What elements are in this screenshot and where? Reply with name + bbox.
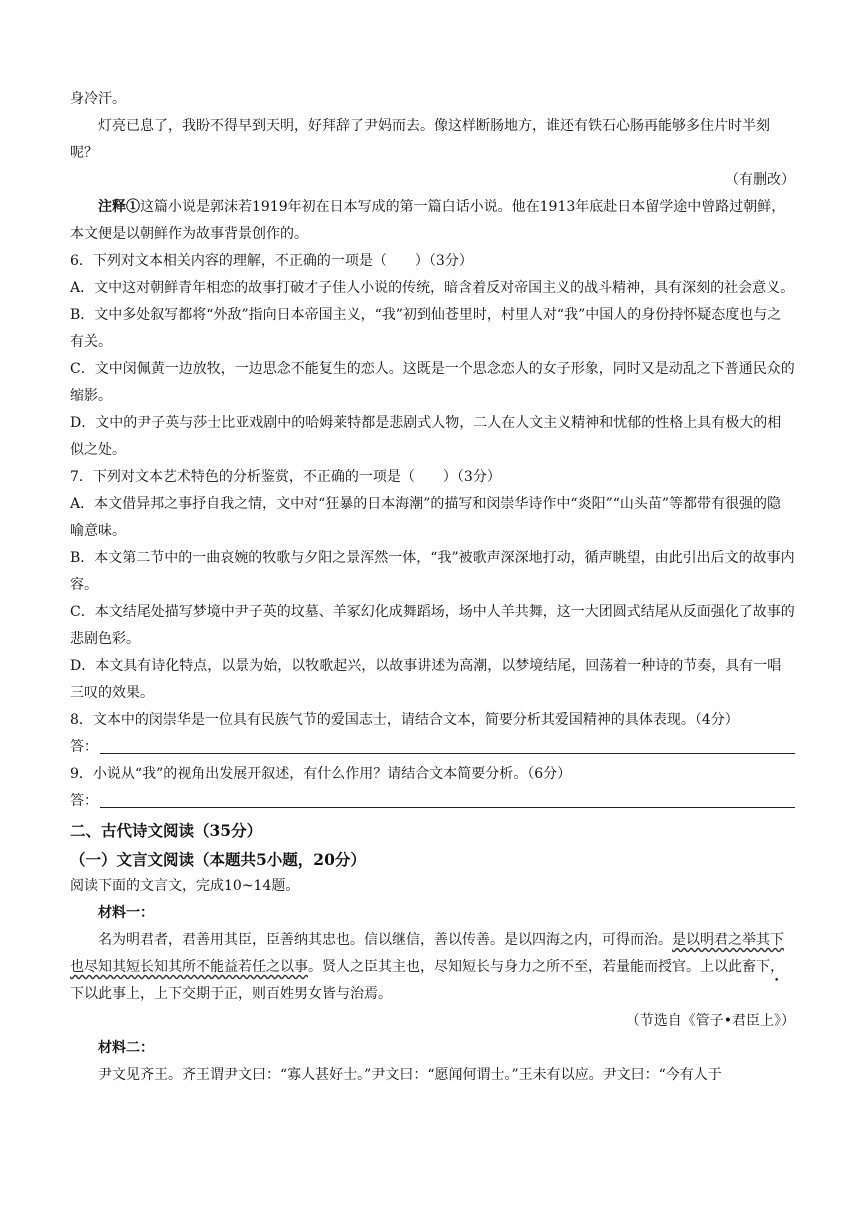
- question-6-option-c: C．文中闵佩黄一边放牧，一边思念不能复生的恋人。这既是一个思念恋人的女子形象，同时又是动乱之下普通民众的缩影。: [70, 361, 795, 404]
- material-2-label: 材料二：: [98, 1040, 154, 1056]
- exam-page: [70, 86, 795, 1089]
- question-6-stem: 6．下列对文本相关内容的理解，不正确的一项是（ ）（3分）: [70, 253, 473, 269]
- question-6-option-d: D．文中的尹子英与莎士比亚戏剧中的哈姆莱特都是悲剧式人物，二人在人文主义精神和忧郁的性格上具有极大的相似之处。: [70, 415, 782, 458]
- edited-note: （有删改）: [725, 172, 795, 188]
- question-7-stem: 7．下列对文本艺术特色的分析鉴赏，不正确的一项是（ ）（3分）: [70, 469, 501, 485]
- question-8-answer-field[interactable]: [70, 734, 795, 761]
- story-final-paragraph: 灯亮已息了，我盼不得早到天明，好拜辞了尹妈而去。像这样断肠地方，谁还有铁石心肠再能够多住片时半刻呢？: [70, 118, 770, 161]
- material-1-text-part-c: 下，下以此事上，上下交期于正，则百姓男女皆与治焉。: [70, 959, 784, 1002]
- material-2-text: 尹文见齐王。齐王谓尹文曰：“寡人甚好士。”尹文曰：“愿闻何谓士。”王未有以应。尹文曰：“今有人于: [98, 1067, 722, 1083]
- question-7-option-d: D．本文具有诗化特点，以景为始，以牧歌起兴，以故事讲述为高潮，以梦境结尾，回荡着一种诗的节奏，具有一唱三叹的效果。: [70, 658, 782, 701]
- section-heading: 二、古代诗文阅读（35分）: [70, 821, 263, 840]
- question-8-stem: 8．文本中的闵崇华是一位具有民族气节的爱国志士，请结合文本，简要分析其爱国精神的具体表现。（4分）: [70, 712, 739, 728]
- answer-label: 答：: [70, 793, 98, 809]
- answer-label: 答：: [70, 739, 98, 755]
- material-1-text-part-a: 名为明君者，君善用其臣，臣善纳其忠也。信以继信，善以传善。是以四海之内，可得而治。: [98, 932, 672, 948]
- answer-line[interactable]: [100, 736, 795, 754]
- material-1-text: [70, 927, 795, 1008]
- material-1-source: （节选自《管子•君臣上》）: [625, 1013, 795, 1029]
- annotation-label: 注释①: [98, 199, 140, 215]
- reading-instruction: 阅读下面的文言文，完成10~14题。: [70, 878, 300, 894]
- question-7-option-a: A．本文借异邦之事抒自我之情，文中对“狂暴的日本海潮”的描写和闵崇华诗作中“炎阳”“山头苗”等都带有很强的隐喻意味。: [70, 496, 782, 539]
- question-9-answer-field[interactable]: [70, 788, 795, 815]
- question-7-option-b: B．本文第二节中的一曲哀婉的牧歌与夕阳之景浑然一体，“我”被歌声深深地打动，循声眺望，由此引出后文的故事内容。: [70, 550, 795, 593]
- annotation: [70, 194, 795, 248]
- annotation-text: 这篇小说是郭沫若1919年初在日本写成的第一篇白话小说。他在1913年底赴日本留学途中曾路过朝鲜，本文便是以朝鲜作为故事背景创作的。: [70, 199, 786, 242]
- question-7-option-c: C．本文结尾处描写梦境中尹子英的坟墓、羊冢幻化成舞蹈场，场中人羊共舞，这一大团圆式结尾从反面强化了故事的悲剧色彩。: [70, 604, 795, 647]
- question-9-stem: 9．小说从“我”的视角出发展开叙述，有什么作用？请结合文本简要分析。（6分）: [70, 766, 572, 782]
- wavy-underlined-sentence: 是以明君之举其下也尽知其短长知其所不能益若任之以事: [70, 932, 784, 975]
- question-6-option-b: B．文中多处叙写都将“外敌”指向日本帝国主义，“我”初到仙苍里时，村里人对“我”中国人的身份持怀疑态度也与之有关。: [70, 307, 782, 350]
- material-1-label: 材料一：: [98, 905, 154, 921]
- material-1-text-part-b: 。贤人之臣其主也，尽知短长与身力之所不至，若量能而授官。上以此: [308, 959, 742, 975]
- answer-line[interactable]: [100, 790, 795, 808]
- subsection-heading: （一）文言文阅读（本题共5小题，20分）: [70, 850, 366, 869]
- story-last-line: 身冷汗。: [70, 91, 126, 107]
- dotted-character: 畜 •: [742, 959, 756, 975]
- question-6-option-a: A．文中这对朝鲜青年相恋的故事打破才子佳人小说的传统，暗含着反对帝国主义的战斗精神，具有深刻的社会意义。: [70, 280, 795, 296]
